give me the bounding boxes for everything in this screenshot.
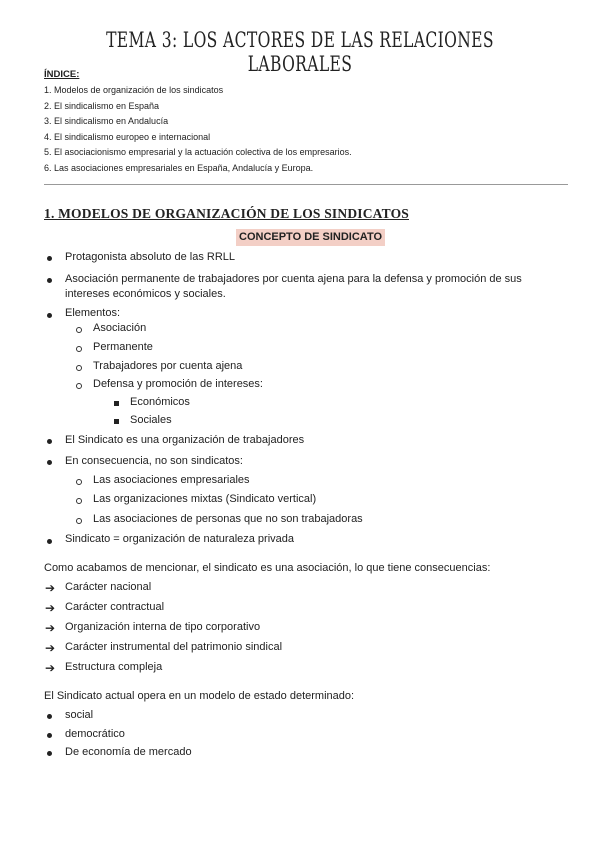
list-item: Sindicato = organización de naturaleza privada bbox=[65, 533, 295, 545]
list-item: Elementos: bbox=[65, 307, 121, 319]
list-item: El Sindicato es una organización de trabajadores bbox=[65, 434, 305, 446]
bullet-circle-icon bbox=[76, 518, 82, 524]
bullet-circle-icon bbox=[76, 498, 82, 504]
bullet-circle-icon bbox=[76, 346, 82, 352]
sub-list-item: Trabajadores por cuenta ajena bbox=[93, 360, 243, 372]
arrow-list-item: Carácter nacional bbox=[65, 581, 152, 593]
index-item: 3. El sindicalismo en Andalucía bbox=[44, 116, 169, 126]
arrow-bullet-icon: ➔ bbox=[45, 601, 56, 615]
section-subtitle-highlight: CONCEPTO DE SINDICATO bbox=[236, 229, 385, 246]
section-title: 1. MODELOS DE ORGANIZACIÓN DE LOS SINDICATOS bbox=[44, 206, 409, 221]
arrow-list-item: Estructura compleja bbox=[65, 661, 163, 673]
divider bbox=[44, 184, 568, 185]
arrow-bullet-icon: ➔ bbox=[45, 581, 56, 595]
index-item: 1. Modelos de organización de los sindicatos bbox=[44, 85, 224, 95]
list-item: social bbox=[65, 709, 94, 721]
bullet-circle-icon bbox=[76, 365, 82, 371]
sub-list-item: Las asociaciones de personas que no son trabajadoras bbox=[93, 513, 363, 525]
bullet-circle-icon bbox=[76, 479, 82, 485]
bullet-circle-icon bbox=[76, 383, 82, 389]
arrow-list-item: Carácter instrumental del patrimonio sindical bbox=[65, 641, 283, 653]
arrow-bullet-icon: ➔ bbox=[45, 621, 56, 635]
arrow-bullet-icon: ➔ bbox=[45, 661, 56, 675]
sub-sub-list-item: Económicos bbox=[130, 396, 190, 408]
arrow-bullet-icon: ➔ bbox=[45, 641, 56, 655]
list-item: Asociación permanente de trabajadores por cuenta ajena para la defensa y promoción de sus bbox=[65, 273, 522, 285]
bullet-circle-icon bbox=[76, 327, 82, 333]
sub-list-item: Las organizaciones mixtas (Sindicato vertical) bbox=[93, 493, 317, 505]
bullet-dot-icon bbox=[47, 539, 52, 544]
bullet-square-icon bbox=[114, 401, 119, 406]
bullet-dot-icon bbox=[47, 714, 52, 719]
sub-list-item: Permanente bbox=[93, 341, 153, 353]
list-item: democrático bbox=[65, 728, 125, 740]
list-item: En consecuencia, no son sindicatos: bbox=[65, 455, 243, 467]
paragraph: Como acabamos de mencionar, el sindicato es una asociación, lo que tiene consecuencias: bbox=[44, 562, 491, 574]
index-item: 5. El asociacionismo empresarial y la actuación colectiva de los empresarios. bbox=[44, 147, 352, 157]
arrow-list-item: Organización interna de tipo corporativo bbox=[65, 621, 261, 633]
index-item: 4. El sindicalismo europeo e internacional bbox=[44, 132, 211, 142]
bullet-dot-icon bbox=[47, 460, 52, 465]
page-title: TEMA 3: LOS ACTORES DE LAS RELACIONES LABORALES bbox=[106, 28, 494, 76]
bullet-dot-icon bbox=[47, 313, 52, 318]
bullet-dot-icon bbox=[47, 733, 52, 738]
bullet-dot-icon bbox=[47, 439, 52, 444]
sub-list-item: Defensa y promoción de intereses: bbox=[93, 378, 263, 390]
index-heading: ÍNDICE: bbox=[44, 69, 80, 80]
bullet-dot-icon bbox=[47, 256, 52, 261]
list-item: De economía de mercado bbox=[65, 746, 192, 758]
paragraph: El Sindicato actual opera en un modelo de estado determinado: bbox=[44, 690, 355, 702]
bullet-dot-icon bbox=[47, 751, 52, 756]
index-item: 2. El sindicalismo en España bbox=[44, 101, 160, 111]
sub-list-item: Las asociaciones empresariales bbox=[93, 474, 250, 486]
list-item-continuation: intereses económicos y sociales. bbox=[65, 288, 226, 300]
sub-sub-list-item: Sociales bbox=[130, 414, 172, 426]
bullet-dot-icon bbox=[47, 278, 52, 283]
list-item: Protagonista absoluto de las RRLL bbox=[65, 251, 235, 263]
arrow-list-item: Carácter contractual bbox=[65, 601, 165, 613]
sub-list-item: Asociación bbox=[93, 322, 147, 334]
bullet-square-icon bbox=[114, 419, 119, 424]
index-item: 6. Las asociaciones empresariales en España, Andalucía y Europa. bbox=[44, 163, 314, 173]
